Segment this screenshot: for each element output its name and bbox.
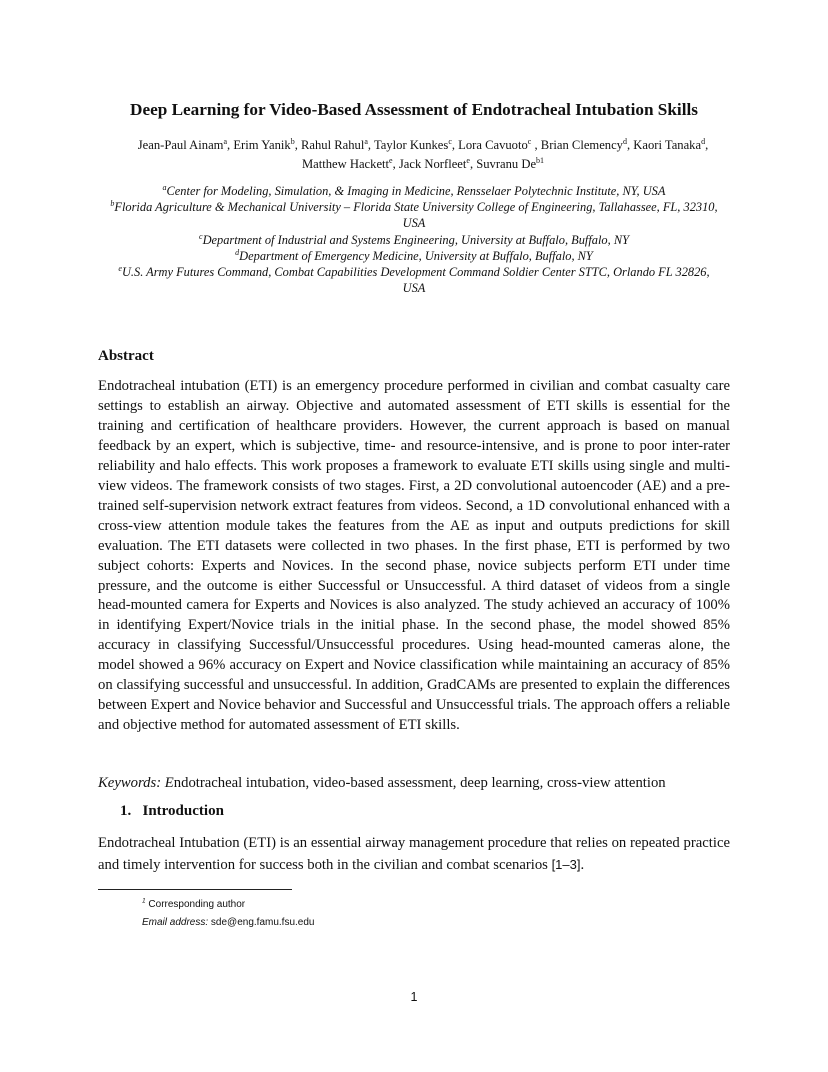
author-name-text: Kaori Tanaka [633, 138, 702, 152]
affiliation-item [110, 199, 718, 231]
affiliation-mark: b1 [536, 155, 545, 165]
footnote-block [142, 896, 642, 932]
author-name-text: Jack Norfleet [398, 156, 467, 171]
author-name [374, 138, 452, 152]
footnote-corresponding-text: Corresponding author [148, 899, 246, 910]
affiliation-item-text: U.S. Army Futures Command, Combat Capabilities Development Command Soldier Center STTC, Orlando FL 32826, USA [121, 265, 710, 296]
page-number: 1 [410, 990, 418, 1004]
footnote-mark: 1 [142, 897, 146, 905]
affiliation-item-mark: c [199, 231, 203, 241]
keywords-line [98, 773, 738, 793]
keywords-label: Keywords: E [98, 775, 174, 791]
affiliation-mark: e [389, 155, 393, 165]
author-name [302, 157, 393, 171]
paper-title: Deep Learning for Video-Based Assessment of Endotracheal Intubation Skills [130, 100, 698, 119]
author-separator: , [705, 138, 709, 152]
introduction-end: . [580, 857, 585, 873]
affiliation-item [110, 183, 718, 199]
affiliation-item [110, 232, 718, 248]
abstract-text: Endotracheal intubation (ETI) is an emergency procedure performed in civilian and combat casualty care settings to establish an airway. Objective and automated assessment of ETI skills is essential for the training and certification of healthcare providers. However, the current approach is based on manual feedback by an expert, which is subjective, time- and resource-intensive, and is prone to poor inter-rater reliability and halo effects. This work proposes a framework to evaluate ETI skills using single and multi-view videos. The framework consists of two stages. First, a 2D convolutional autoencoder (AE) and a pre-trained self-supervision network extract features from videos. Second, a 1D convolutional enhanced with a cross-view attention module takes the features from the AE as input and outputs predictions for skill evaluation. The ETI datasets were collected in two phases. In the first phase, ETI is performed by two subject cohorts: Experts and Novices. In the second phase, novice subjects perform ETI under time pressure, and the outcome is either Successful or Unsuccessful. A third dataset of videos from a single head-mounted camera for Experts and Novices is also analyzed. The study achieved an accuracy of 100% in identifying Expert/Novice trials in the initial phase. In the second phase, the model showed 85% accuracy in classifying Successful/Unsuccessful procedures. Using head-mounted cameras alone, the model showed a 96% accuracy on Expert and Novice classification while maintaining an accuracy of 85% on classifying successful and unsuccessful. In addition, GradCAMs are presented to explain the differences between Expert and Novice behavior and Successful and Unsuccessful trials. The approach offers a reliable and objective method for automated assessment of ETI skills. [98, 378, 731, 734]
author-name [476, 157, 544, 171]
section-number: 1. [120, 803, 132, 819]
email-label: Email address: [142, 917, 209, 928]
affiliation-mark: a [364, 136, 368, 146]
author-separator: , [392, 156, 399, 171]
affiliation-item-text: Center for Modeling, Simulation, & Imaging in Medicine, Rensselaer Polytechnic Institute, NY, USA [166, 184, 666, 198]
author-separator: , [626, 138, 634, 152]
affiliation-mark: a [223, 136, 228, 146]
author-name [541, 138, 627, 152]
section-heading-introduction [120, 803, 224, 820]
author-name [138, 138, 227, 152]
author-separator: , [227, 138, 234, 152]
author-name-text: Suvranu De [476, 156, 537, 171]
footnote-email [142, 914, 642, 932]
author-name [301, 138, 368, 152]
affiliation-item-text: Department of Emergency Medicine, University at Buffalo, Buffalo, NY [239, 248, 593, 263]
keywords-text: ndotracheal intubation, video-based assessment, deep learning, cross-view attention [173, 775, 666, 791]
affiliation-item-mark: e [118, 263, 122, 273]
introduction-text [98, 833, 730, 876]
author-separator: , [294, 138, 302, 152]
author-name-text: Matthew Hackett [301, 156, 390, 171]
affiliation-mark: d [622, 136, 627, 146]
author-name-text: Lora Cavuoto [458, 138, 528, 152]
affiliation-item-mark: d [235, 247, 240, 257]
affiliation-mark: c [527, 136, 532, 146]
affiliation-item-mark: a [162, 182, 167, 192]
author-name-text: Brian Clemency [540, 138, 623, 152]
affiliation-item-mark: b [110, 199, 115, 209]
affiliation-item-text: Department of Industrial and Systems Engineering, University at Buffalo, Buffalo, NY [202, 232, 629, 247]
affiliation-mark: b [290, 136, 295, 146]
affiliation-item [110, 248, 718, 264]
author-name-text: Rahul Rahul [301, 138, 365, 152]
author-separator: , [451, 138, 459, 152]
author-name [633, 138, 705, 152]
affiliation-item-text: Florida Agriculture & Mechanical University – Florida State University College of Engineering, Tallahassee, FL, 32310, USA [114, 200, 718, 231]
footnote-divider [98, 889, 292, 890]
author-separator: , [469, 156, 477, 171]
abstract-heading: Abstract [98, 348, 154, 364]
affiliation-list [110, 183, 718, 296]
author-name-text: Erim Yanik [233, 138, 291, 152]
citation-link[interactable]: [1–3] [551, 857, 581, 872]
email-address[interactable]: sde@eng.famu.fsu.edu [210, 917, 315, 928]
author-separator: , [367, 138, 374, 152]
affiliation-mark: e [466, 155, 470, 165]
author-list [130, 136, 716, 173]
author-name [399, 157, 470, 171]
author-name-text: Taylor Kunkes [373, 138, 449, 152]
author-separator: , [531, 138, 541, 152]
author-name [233, 138, 294, 152]
affiliation-mark: d [701, 136, 706, 146]
section-title: Introduction [142, 803, 224, 819]
footnote-corresponding [142, 896, 642, 914]
author-name-text: Jean-Paul Ainam [137, 138, 224, 152]
author-name [458, 138, 531, 152]
affiliation-item [110, 264, 718, 296]
affiliation-mark: c [448, 136, 452, 146]
introduction-body: Endotracheal Intubation (ETI) is an essential airway management procedure that relies on repeated practice and timely intervention for success both in the civilian and combat scenarios [98, 835, 730, 873]
